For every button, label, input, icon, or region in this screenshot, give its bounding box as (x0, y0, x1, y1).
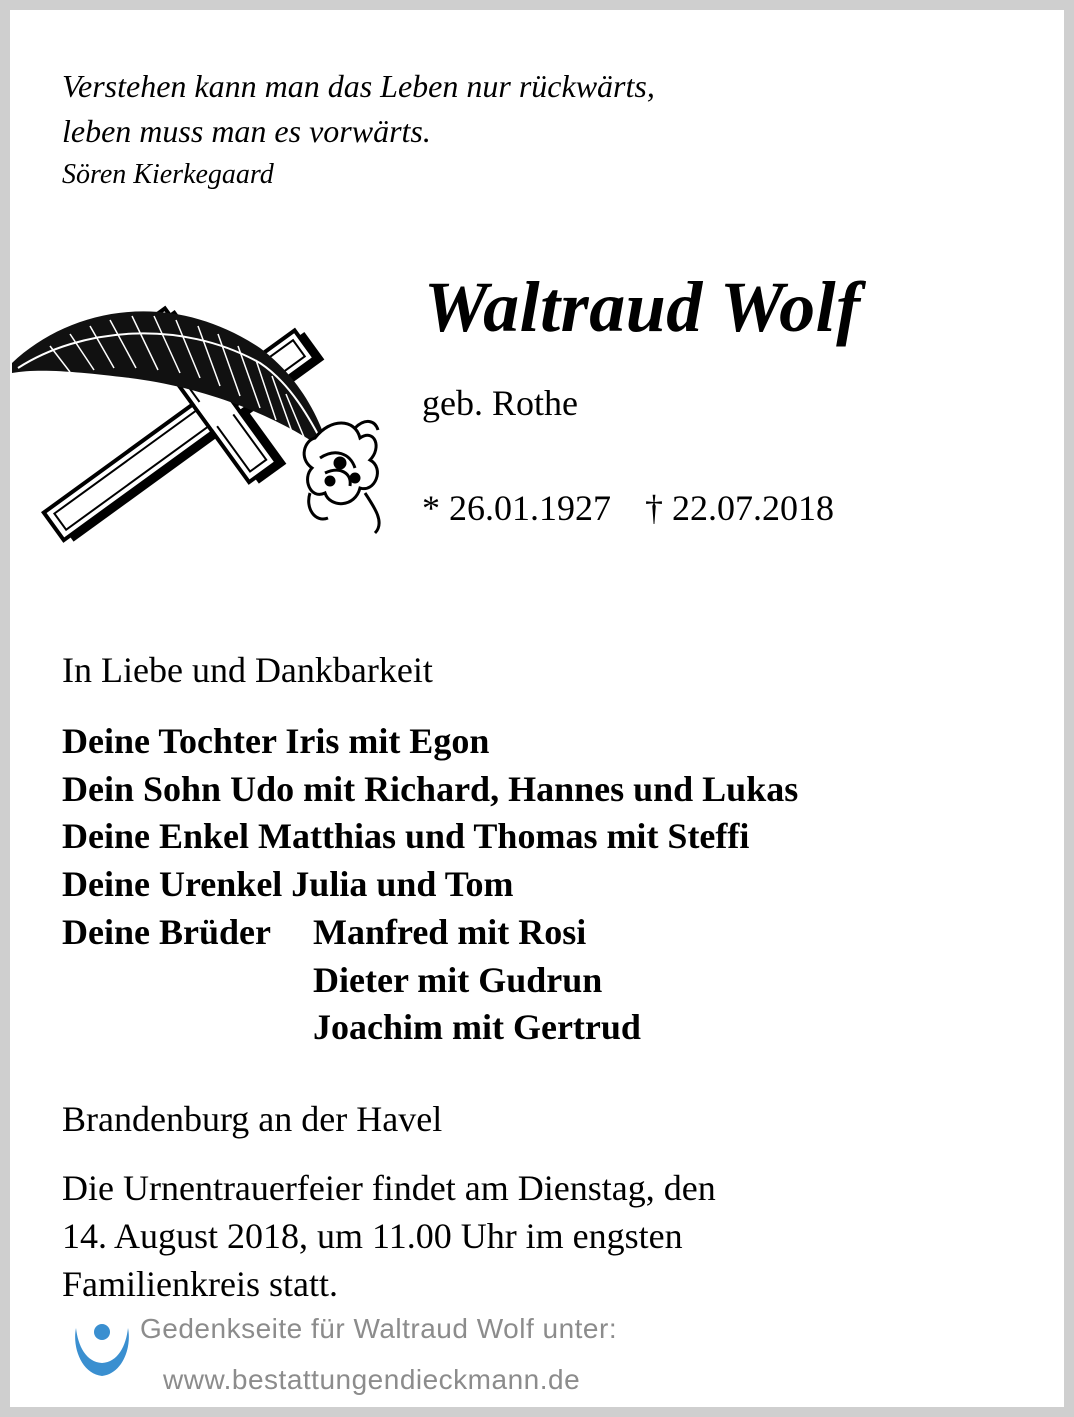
family-row-7 (62, 1004, 798, 1052)
memorial-logo-icon (70, 1318, 134, 1382)
greeting: In Liebe und Dankbarkeit (62, 650, 433, 690)
family-row-lead (62, 1004, 313, 1052)
place: Brandenburg an der Havel (62, 1099, 443, 1139)
cross-with-feather-icon (10, 268, 400, 563)
birth-date: * 26.01.1927 (422, 488, 611, 528)
family-row-text: Dieter mit Gudrun (313, 959, 603, 1000)
quote-author: Sören Kierkegaard (62, 159, 274, 190)
family-row-lead (62, 957, 313, 1005)
family-row-text: Dein Sohn Udo mit Richard, Hannes und Lukas (62, 768, 799, 809)
family-row-3 (62, 813, 798, 861)
family-row-lead: Deine Brüder (62, 911, 271, 952)
family-list (62, 718, 798, 1052)
death-date: † 22.07.2018 (645, 488, 834, 528)
ceremony-line-1: Die Urnentrauerfeier findet am Dienstag, den (62, 1168, 716, 1208)
family-row-text: Deine Tochter Iris mit Egon (62, 721, 490, 761)
ceremony-notice (62, 1164, 716, 1308)
quote-line-1: Verstehen kann man das Leben nur rückwärts, (62, 68, 655, 104)
memorial-page-label: Gedenkseite für Waltraud Wolf unter: (140, 1313, 618, 1344)
life-dates (422, 485, 834, 531)
family-row-1 (62, 718, 798, 766)
deceased-name: Waltraud Wolf (424, 267, 861, 347)
family-row-text: Manfred mit Rosi (313, 911, 587, 952)
family-row-6 (62, 957, 798, 1005)
family-row-text: Deine Urenkel Julia und Tom (62, 864, 514, 905)
birth-name: geb. Rothe (422, 383, 578, 423)
ceremony-line-3: Familienkreis statt. (62, 1264, 338, 1304)
family-row-text: Deine Enkel Matthias und Thomas mit Steffi (62, 816, 750, 857)
family-row-5 (62, 909, 798, 957)
quote-line-2: leben muss man es vorwärts. (62, 113, 431, 149)
family-row-text: Joachim mit Gertrud (313, 1007, 641, 1048)
ceremony-line-2: 14. August 2018, um 11.00 Uhr im engsten (62, 1216, 683, 1256)
family-row-2 (62, 766, 798, 814)
quote-text (62, 64, 655, 154)
memorial-url-link[interactable]: www.bestattungendieckmann.de (163, 1364, 581, 1395)
family-row-4 (62, 861, 798, 909)
